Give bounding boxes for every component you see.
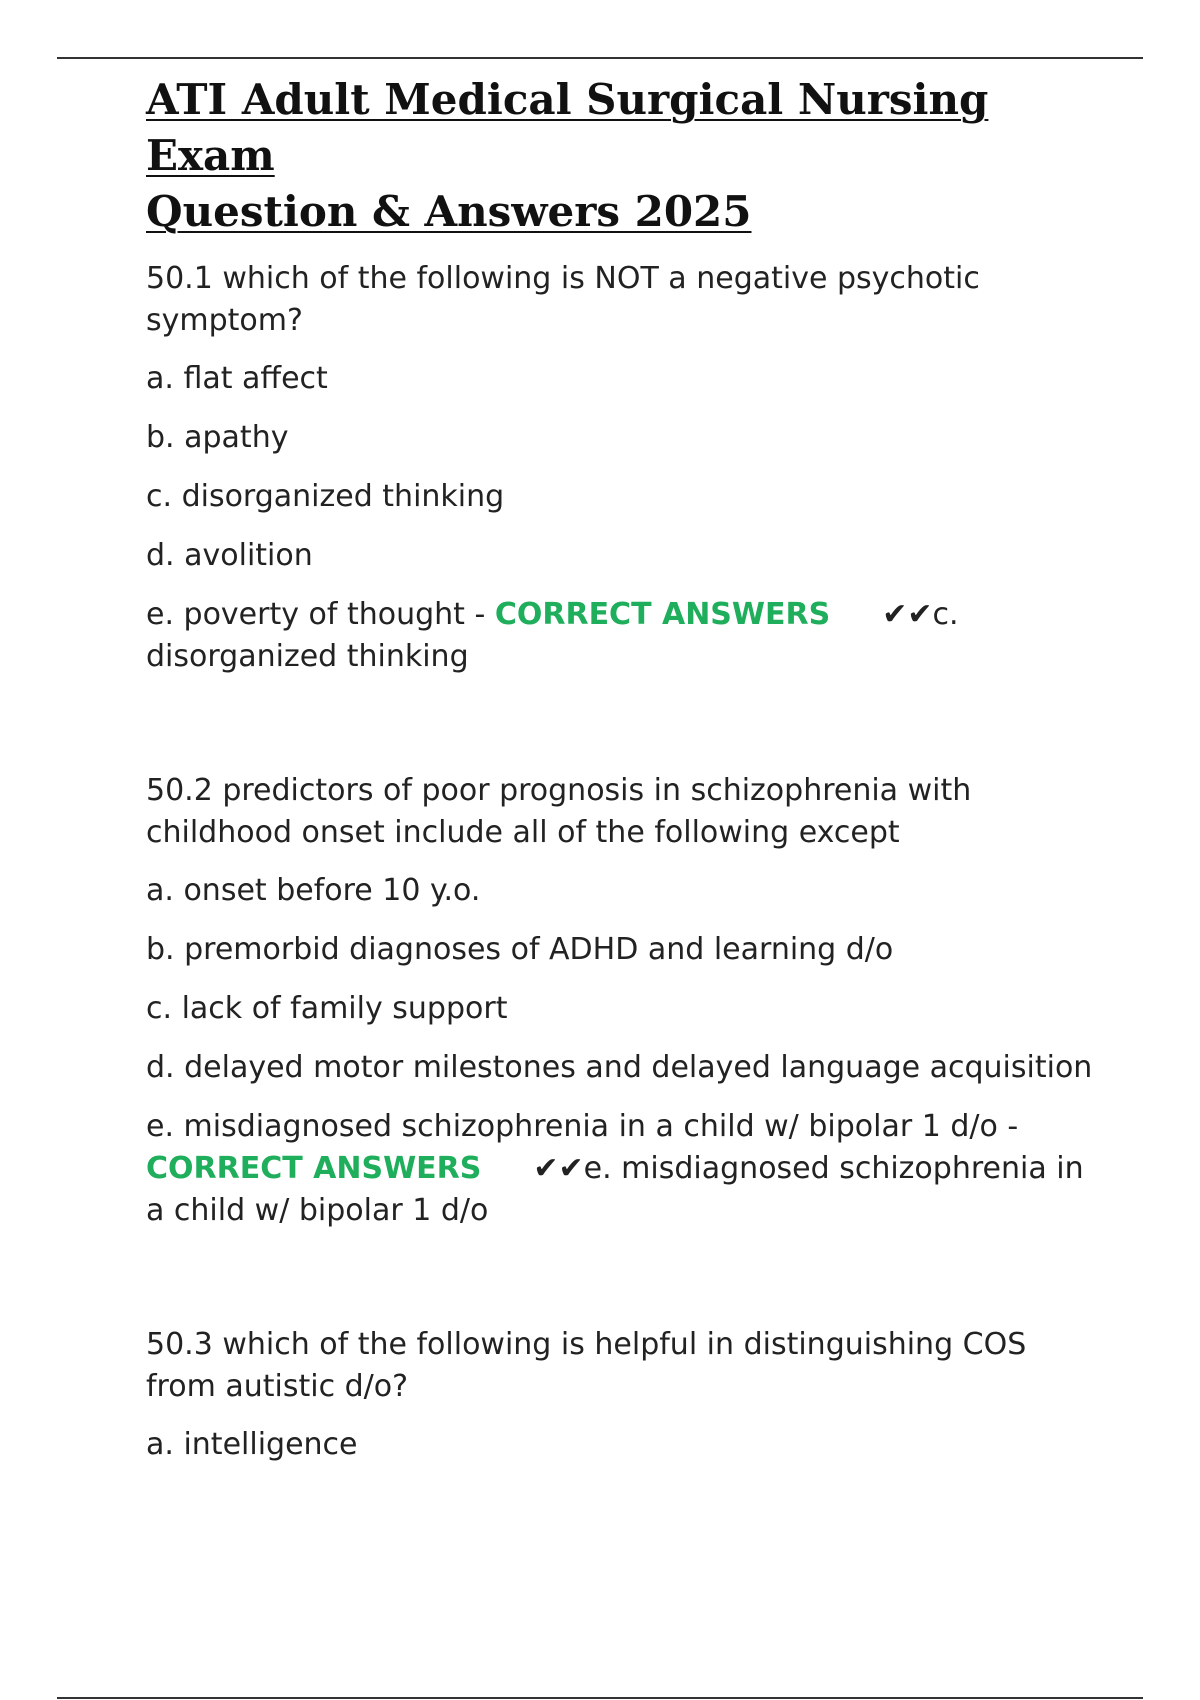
question-block-1 — [146, 258, 1096, 678]
spacer — [146, 678, 1096, 770]
bottom-rule — [57, 1697, 1143, 1699]
answer-text: c. disorganized thinking — [146, 597, 959, 674]
top-rule — [57, 57, 1143, 59]
question-block-3 — [146, 1324, 1096, 1466]
double-check-icon: ✔✔ — [533, 1151, 584, 1186]
option-b: b. premorbid diagnoses of ADHD and learning d/o — [146, 932, 894, 967]
question-block-2 — [146, 770, 1096, 1232]
option-e-with-answer — [146, 1106, 1096, 1232]
spacer — [146, 1232, 1096, 1324]
answer-text: e. misdiagnosed schizophrenia in a child w/ bipolar 1 d/o — [146, 1151, 1084, 1228]
title-line-2: Question & Answers 2025 — [146, 187, 752, 236]
option-a: a. onset before 10 y.o. — [146, 873, 481, 908]
option-b: b. apathy — [146, 420, 289, 455]
double-check-icon: ✔✔ — [882, 597, 933, 632]
option-c: c. disorganized thinking — [146, 479, 505, 514]
correct-answers-label: CORRECT ANSWERS — [494, 597, 831, 632]
option-e: e. poverty of thought - — [146, 597, 495, 632]
document-page — [146, 72, 1096, 1483]
question-text: 50.3 which of the following is helpful in distinguishing COS from autistic d/o? — [146, 1327, 1027, 1404]
option-a: a. intelligence — [146, 1427, 358, 1462]
option-a: a. flat affect — [146, 361, 328, 396]
question-text: 50.1 which of the following is NOT a negative psychotic symptom? — [146, 261, 980, 338]
option-c: c. lack of family support — [146, 991, 508, 1026]
question-text: 50.2 predictors of poor prognosis in schizophrenia with childhood onset include all of the following except — [146, 773, 972, 850]
option-e: e. misdiagnosed schizophrenia in a child w/ bipolar 1 d/o - — [146, 1109, 1019, 1144]
correct-answers-label: CORRECT ANSWERS — [146, 1151, 482, 1186]
option-d: d. avolition — [146, 538, 313, 573]
option-e-with-answer — [146, 594, 1096, 678]
option-d: d. delayed motor milestones and delayed language acquisition — [146, 1050, 1093, 1085]
title-line-1: ATI Adult Medical Surgical Nursing Exam — [146, 75, 989, 180]
document-title — [146, 72, 1096, 240]
